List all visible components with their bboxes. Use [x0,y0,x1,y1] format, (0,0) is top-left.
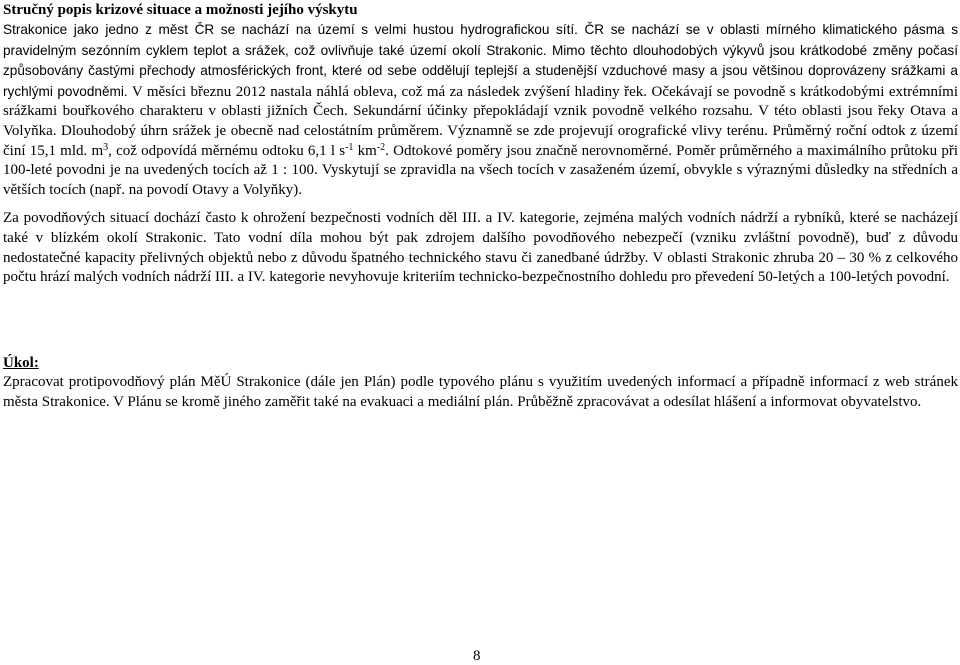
paragraph-hydrology-serif-part: V měsíci březnu 2012 nastala náhlá obleva, což má za následek zvýšení hladiny řek. Očekávají se povodně s krátkodobými extrémními srážkami bouřkového charakteru v oblasti jižních Čech. Sekundární účinky přepokládají vznik povodně velkého rozsahu. V této oblasti jsou řeky Otava a Volyňka. Dlouhodobý úhrn srážek je obecně nad celostátním průměrem. Významně se zde projevují orografické vlivy terénu. Průměrný roční odtok z území činí 15,1 mld. m [3,83,958,159]
task-title: Úkol: [3,355,39,371]
task-text: Zpracovat protipovodňový plán MěÚ Strakonice (dále jen Plán) podle typového plánu s využitím uvedených informací a případně informací z web stránek města Strakonice. V Plánu se kromě jiného zaměřit také na evakuaci a mediální plán. Průběžně zpracovávat a odesílat hlášení a informovat obyvatelstvo. [3,374,958,410]
superscript-minus-2: -2 [376,141,386,153]
page-number: 8 [473,648,481,664]
section-heading: Stručný popis krizové situace a možnosti jejího výskytu [3,2,358,18]
paragraph-dams: Za povodňových situací dochází často k ohrožení bezpečnosti vodních děl III. a IV. kategorie, zejména malých vodních nádrží a rybníků, které se nacházejí také v blízkém okolí Strakonic. Tato vodní díla mohou být pak zdrojem dalšího povodňového nebezpečí (vzniku zvláštní povodně), buď z důvodu nedostatečné kapacity přelivných objektů nebo z důvodu špatného technického stavu či zanedbané údržby. V oblasti Strakonic zhruba 20 – 30 % z celkového počtu hrází malých vodních nádrží III. a IV. kategorie nevyhovuje kriteriím technicko-bezpečnostního dohledu pro převedení 50-letých a 100-letých povodní. [3,210,958,286]
paragraph-hydrology-sans-part: Strakonice jako jedno z měst ČR se nachází na území s velmi hustou hydrografickou sítí. ČR se nachází se v oblasti mírného klimatického pásma s pravidelným sezónním cyklem teplot a srážek, což ovlivňuje také území okolí Strakonic. Mimo těchto dlouhodobých výkyvů jsou krátkodobé změny počasí způsobovány častými přechody atmosférických front, které od sebe oddělují teplejší a studenější vzduchové masy a jsou většinou doprovázeny srážkami a rychlými povodněmi. [3,22,958,99]
superscript-minus-1: -1 [345,141,354,153]
document-page [3,0,958,288]
superscript-3: 3 [103,141,109,153]
paragraph-hydrology [3,20,958,200]
paragraph-hydrology-serif-part-d: . Odtokové poměry jsou značně nerovnoměrné. Poměr průměrného a maximálního průtoku při 100-leté povodni je na uvedených tocích až 1 : 100. Vyskytují se zpravidla na všech tocích v zasaženém území, obvykle s výraznými důsledky na středních a větších tocích (např. na povodí Otavy a Volyňky). [3,142,958,198]
paragraph-hydrology-serif-part-c: km [353,142,377,159]
paragraph-hydrology-serif-part-b: , což odpovídá měrnému odtoku 6,1 l s [108,142,346,159]
